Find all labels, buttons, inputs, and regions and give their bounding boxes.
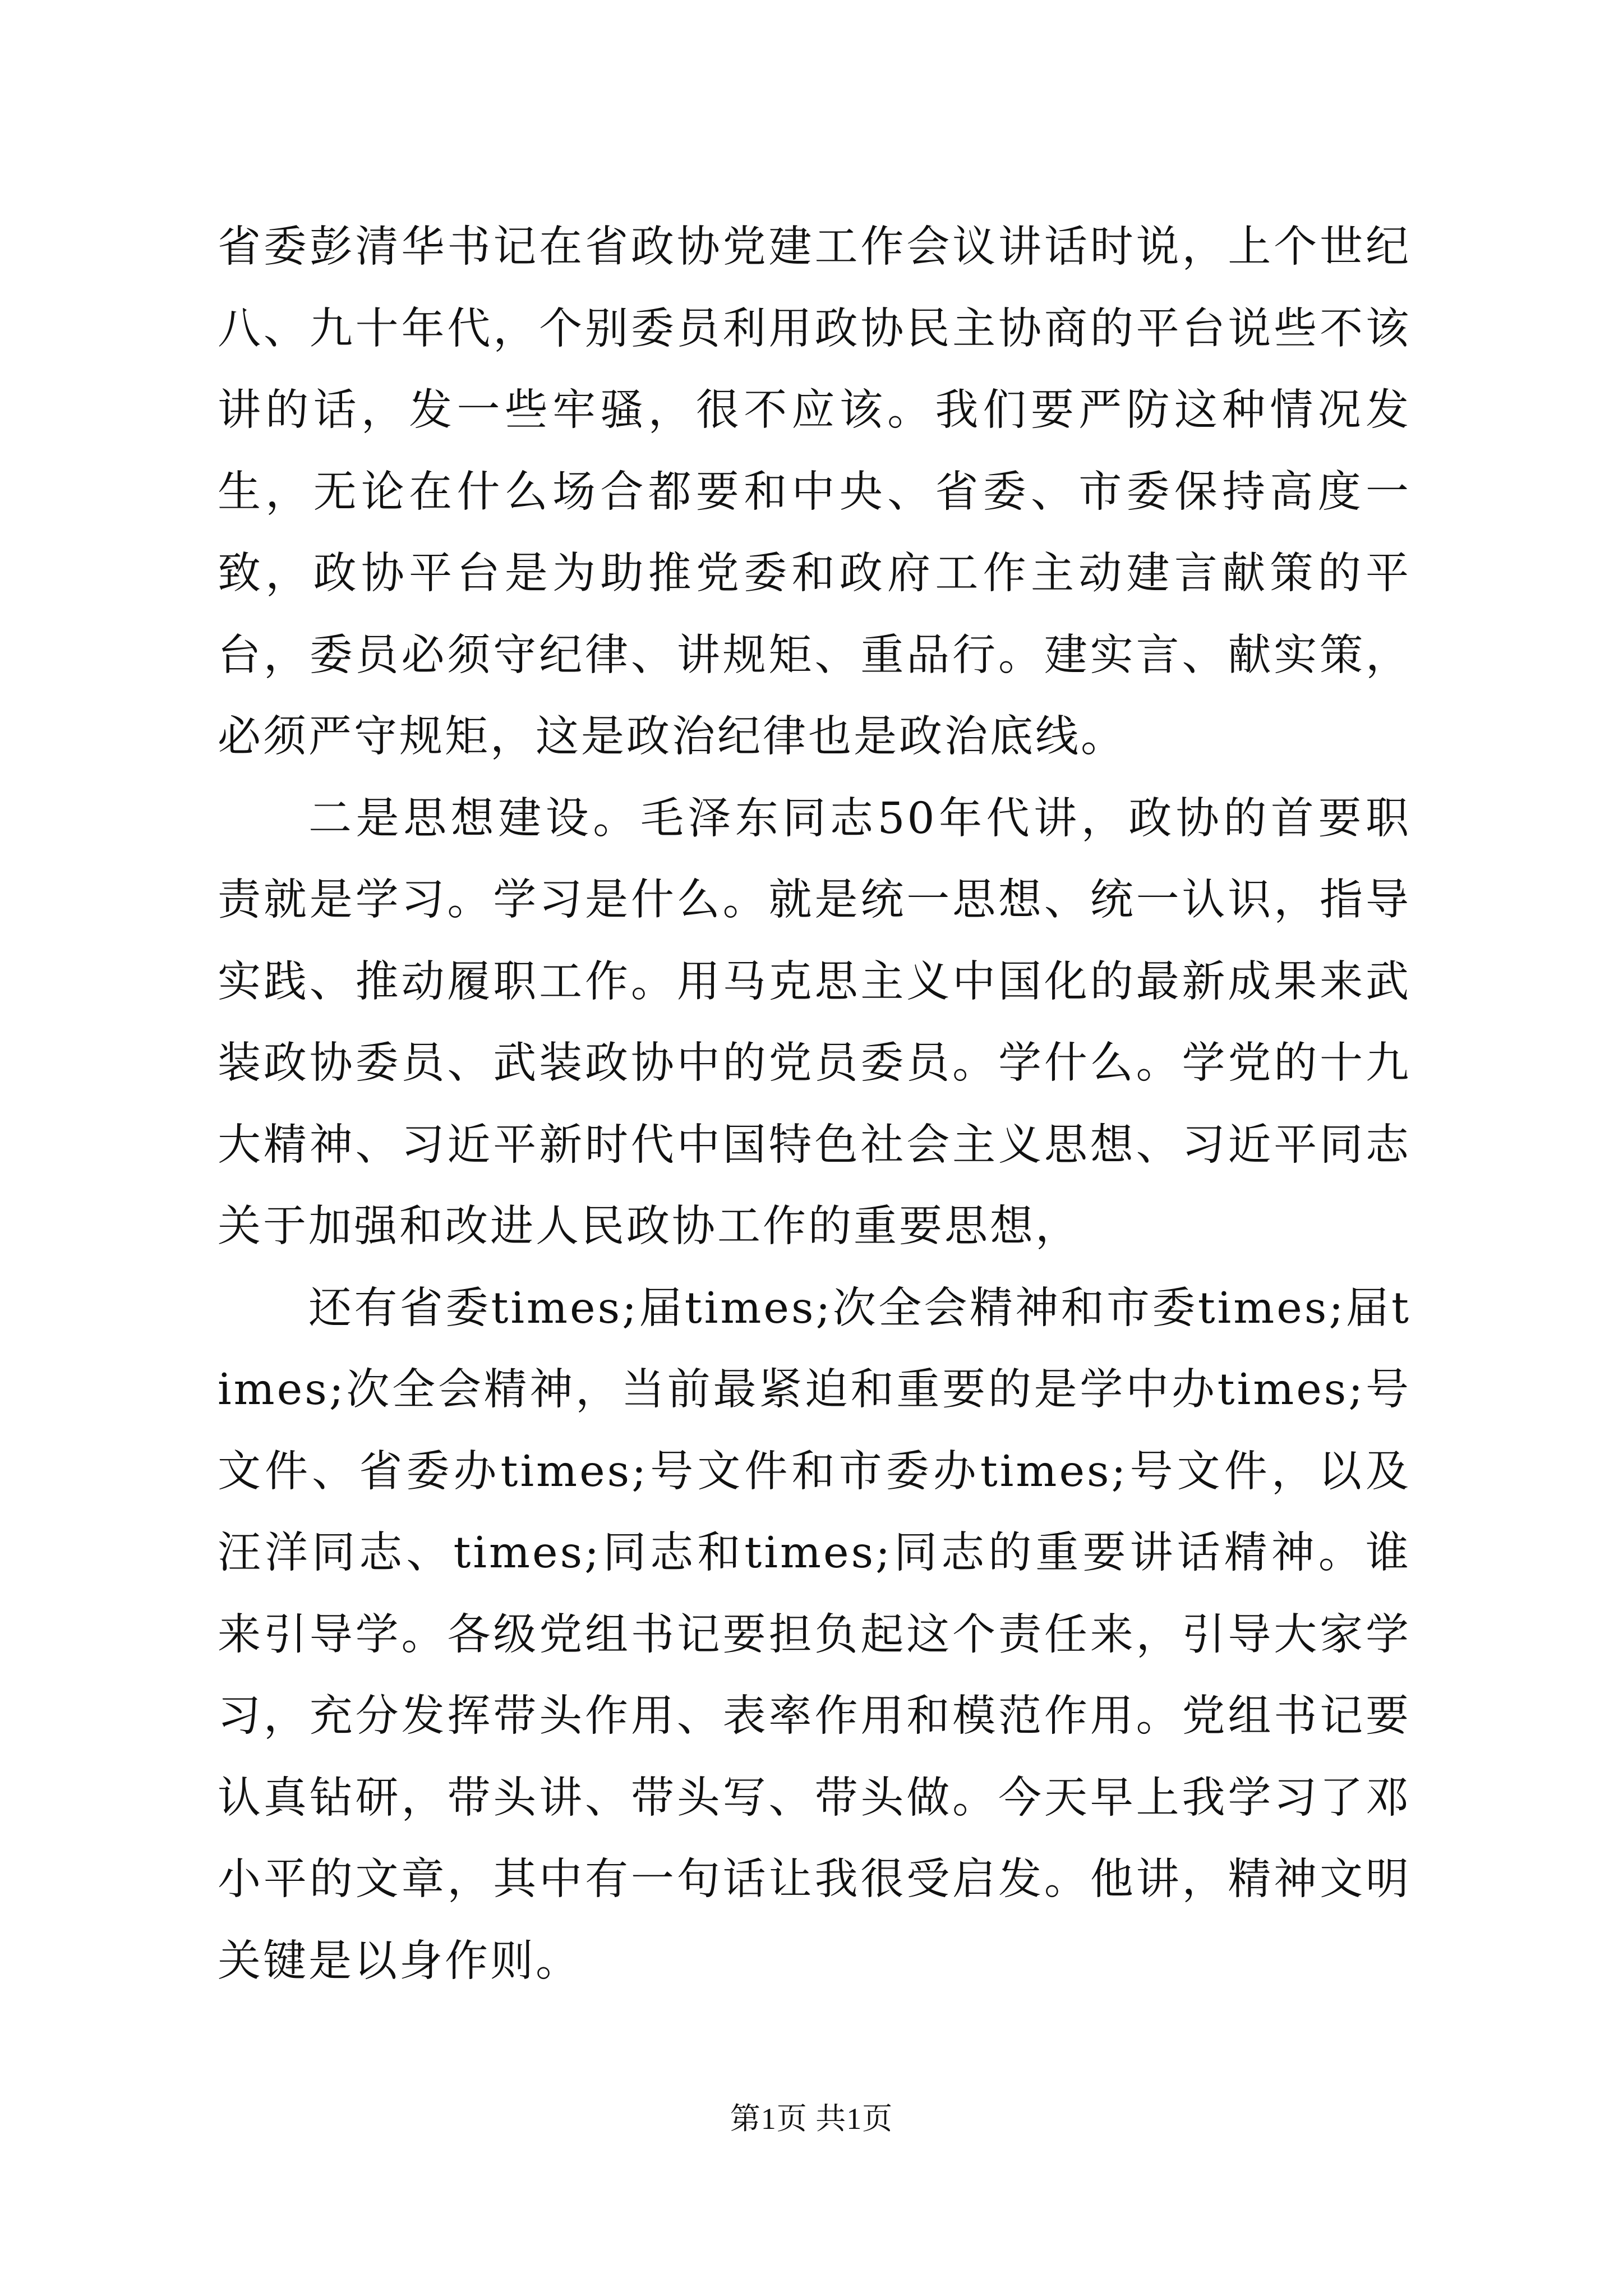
page-footer: 第1页 共1页 bbox=[730, 2102, 893, 2136]
paragraph-ideological-building: 二是思想建设。毛泽东同志50年代讲，政协的首要职责就是学习。学习是什么。就是统一思想、统一认识，指导实践、推动履职工作。用马克思主义中国化的最新成果来武装政协委员、武装政协中的党员委员。学什么。学党的十九大精神、习近平新时代中国特色社会主义思想、习近平同志关于加强和改进人民政协工作的重要思想， bbox=[218, 793, 1411, 1251]
paragraph-party-discipline: 省委彭清华书记在省政协党建工作会议讲话时说，上个世纪八、九十年代，个别委员利用政协民主协商的平台说些不该讲的话，发一些牢骚，很不应该。我们要严防这种情况发生，无论在什么场合都要和中央、省委、市委保持高度一致，政协平台是为助推党委和政府工作主动建言献策的平台，委员必须守纪律、讲规矩、重品行。建实言、献实策，必须严守规矩，这是政治纪律也是政治底线。 bbox=[218, 222, 1411, 762]
document-body bbox=[218, 206, 1411, 2002]
paragraph-study-guidance: 还有省委times;届times;次全会精神和市委times;届times;次全会精神，当前最紧迫和重要的是学中办times;号文件、省委办times;号文件和市委办times;号文件，以及汪洋同志、times;同志和times;同志的重要讲话精神。谁来引导学。各级党组书记要担负起这个责任来，引导大家学习，充分发挥带头作用、表率作用和模范作用。党组书记要认真钻研，带头讲、带头写、带头做。今天早上我学习了邓小平的文章，其中有一句话让我很受启发。他讲，精神文明关键是以身作则。 bbox=[218, 1283, 1411, 1986]
